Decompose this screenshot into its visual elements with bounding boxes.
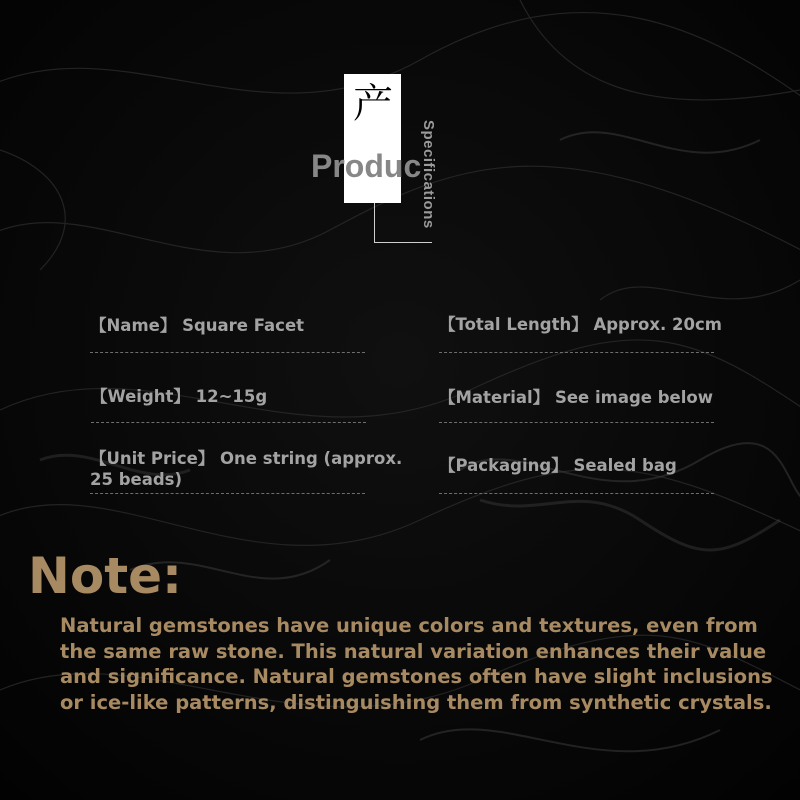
spec-text: 【Weight】 12~15g	[91, 387, 268, 406]
title-subheading: Specifications	[420, 120, 437, 229]
spec-total-length	[439, 314, 769, 335]
spec-text: 【Total Length】 Approx. 20cm	[439, 315, 722, 334]
spec-divider	[439, 352, 714, 353]
spec-unit-price	[90, 448, 420, 490]
spec-name	[90, 315, 420, 336]
spec-divider	[90, 493, 365, 494]
note-body: Natural gemstones have unique colors and textures, even from the same raw stone. This natural variation enhances their value and significance. Natural gemstones often have slight inclusions or ice-like patterns, distinguishing them from synthetic crystals.	[60, 614, 773, 714]
title-cjk: 产	[353, 81, 393, 127]
spec-weight	[91, 386, 421, 407]
note-heading: Note:	[28, 547, 183, 605]
spec-text: 【Unit Price】 One string (approx. 25 beads)	[90, 449, 403, 489]
spec-text: 【Name】 Square Facet	[90, 316, 305, 335]
title-connector-horizontal	[374, 242, 432, 243]
spec-divider	[439, 493, 714, 494]
spec-material	[439, 387, 769, 408]
spec-packaging	[439, 455, 769, 476]
title-heading: Produc	[311, 148, 422, 184]
spec-divider	[91, 422, 366, 423]
spec-text: 【Material】 See image below	[439, 388, 713, 407]
spec-divider	[439, 422, 714, 423]
spec-divider	[90, 352, 365, 353]
spec-text: 【Packaging】 Sealed bag	[439, 456, 677, 475]
title-connector-vertical	[374, 203, 375, 243]
